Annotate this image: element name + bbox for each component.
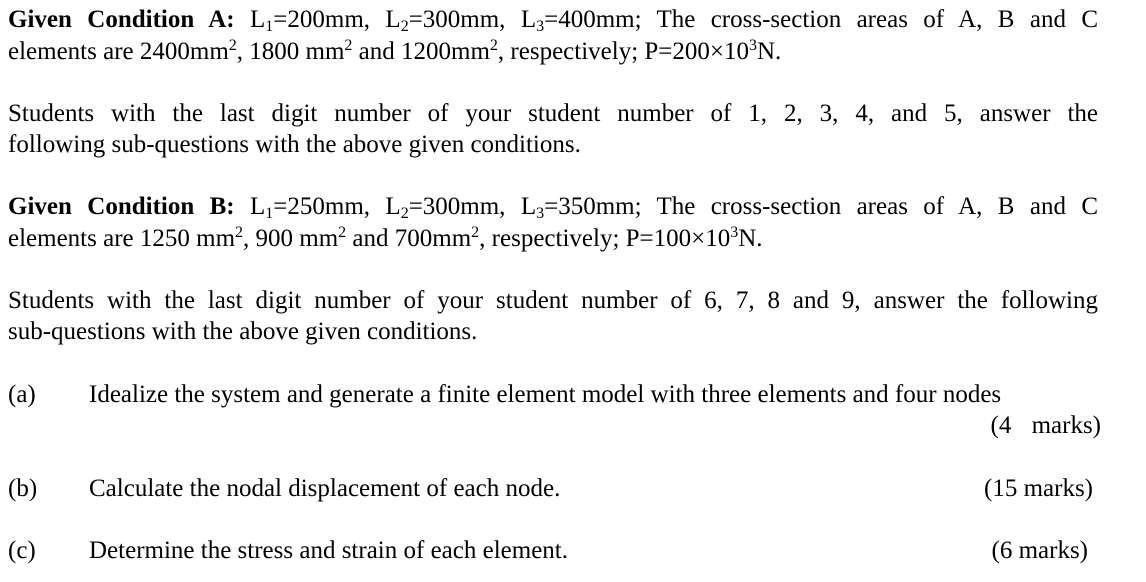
question-b-marks: (15 marks) xyxy=(984,475,1093,502)
question-b-text: Calculate the nodal displacement of each node. xyxy=(89,475,561,502)
question-a-text: Idealize the system and generate a finite element model with three elements and four nodes xyxy=(89,381,1002,408)
question-a-label: (a) xyxy=(8,381,36,408)
condition-a-line-1: Given Condition A: $L_1=200mm$, $L_2=300mm$, $L_3=400mm$; The cross-section areas of A, B and C xyxy=(8,6,1098,35)
condition-a-line-2: elements are $2400mm^2$, 1800 $mm^2$ and $1200mm^2$, respectively; $P=200\times 10^3N$. xyxy=(8,37,782,65)
students-b-line-1: Students with the last digit number of your student number of 6, 7, 8 and 9, answer the following xyxy=(8,287,1098,314)
question-c-label: (c) xyxy=(8,537,36,564)
question-a-marks: (4 marks) xyxy=(990,412,1101,439)
students-b-line-2: sub-questions with the above given conditions. xyxy=(8,318,478,345)
condition-b-heading: Given Condition B: xyxy=(8,193,235,220)
students-a-line-2: following sub-questions with the above given conditions. xyxy=(8,131,581,158)
condition-a-heading: Given Condition A: xyxy=(8,6,235,33)
condition-b-line-2: elements are 1250 $mm^2$, 900 $mm^2$ and $700mm^2$, respectively; $P=100\times 10^3N$. xyxy=(8,224,763,252)
question-b-label: (b) xyxy=(8,475,38,502)
students-a-line-1: Students with the last digit number of your student number of 1, 2, 3, 4, and 5, answer the xyxy=(8,100,1098,127)
condition-b-line-1: Given Condition B: $L_1=250mm$, $L_2=300mm$, $L_3=350mm$; The cross-section areas of A, B and C xyxy=(8,193,1098,222)
question-c-text: Determine the stress and strain of each element. xyxy=(89,537,568,564)
question-c-marks: (6 marks) xyxy=(991,537,1088,564)
